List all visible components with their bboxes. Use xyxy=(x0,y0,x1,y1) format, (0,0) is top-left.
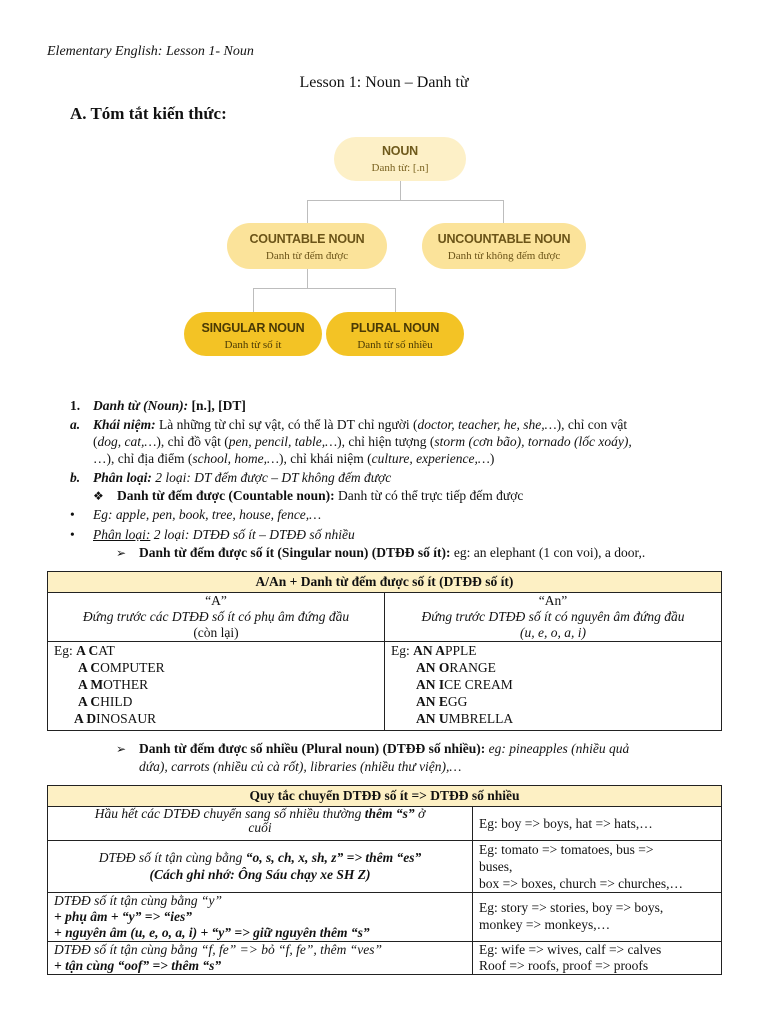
eg-line: • Eg: apple, pen, book, tree, house, fence,… xyxy=(70,507,322,522)
a-rule-cell: “A” Đứng trước các DTĐĐ số ít có phụ âm đứng đầu (còn lại) xyxy=(48,593,385,642)
phan-loai-line: • Phân loại: 2 loại: DTĐĐ số ít – DTĐĐ số nhiều xyxy=(70,527,355,542)
table-row: DTĐĐ số ít tận cùng bằng “y” + phụ âm + “y” => “ies” + nguyên âm (u, e, o, a, i) + “y” => giữ nguyên thêm “s” Eg: story => stories, boy => boys, monkey => monkeys,… xyxy=(48,893,722,942)
arrow-icon: ➢ xyxy=(116,742,127,756)
section-a-heading: A. Tóm tắt kiến thức: xyxy=(70,104,227,123)
table-row: Hầu hết các DTĐĐ chuyển sang số nhiều thường thêm “s” ở cuối Eg: boy => boys, hat => hats,… xyxy=(48,807,722,841)
item-b-classification: b. Phân loại: 2 loại: DT đếm được – DT không đếm được xyxy=(70,470,392,485)
a-examples-cell: Eg: A CAT A COMPUTER A MOTHER A CHILD A DINOSAUR xyxy=(48,642,385,731)
noun-node: NOUN Danh từ: [.n] xyxy=(334,137,466,181)
page-title: Lesson 1: Noun – Danh từ xyxy=(299,74,469,91)
an-examples-cell: Eg: AN APPLE AN ORANGE AN ICE CREAM AN EGG AN UMBRELLA xyxy=(385,642,722,731)
bullet-icon: • xyxy=(70,507,75,522)
diamond-icon: ❖ xyxy=(93,489,104,503)
plural-rules-table xyxy=(47,785,722,975)
table-row: DTĐĐ số ít tận cùng bằng “o, s, ch, x, sh, z” => thêm “es” (Cách ghi nhớ: Ông Sáu chạy xe SH Z) Eg: tomato => tomatoes, bus => buses, box => boxes, church => churches,… xyxy=(48,841,722,893)
plural-rules-header: Quy tắc chuyển DTĐĐ số ít => DTĐĐ số nhiều xyxy=(48,786,722,807)
table-row: DTĐĐ số ít tận cùng bằng “f, fe” => bỏ “f, fe”, thêm “ves” + tận cùng “oof” => thêm “s” Eg: wife => wives, calf => calves Roof => roofs, proof => proofs xyxy=(48,942,722,975)
an-rule-cell: “An” Đứng trước DTĐĐ số ít có nguyên âm đứng đầu (u, e, o, a, i) xyxy=(385,593,722,642)
a-an-table-header: A/An + Danh từ đếm được số ít (DTĐĐ số ít) xyxy=(48,572,722,593)
item-1: 1. Danh từ (Noun): [n.], [DT] xyxy=(70,398,246,413)
a-an-table xyxy=(47,571,722,731)
arrow-icon: ➢ xyxy=(116,546,127,560)
page-header: Elementary English: Lesson 1- Noun xyxy=(47,44,254,59)
plural-noun-node: PLURAL NOUN Danh từ số nhiều xyxy=(326,312,464,356)
countable-noun-line: ❖ Danh từ đếm được (Countable noun): Danh từ có thể trực tiếp đếm được xyxy=(93,488,524,503)
noun-diagram xyxy=(0,0,768,380)
singular-noun-node: SINGULAR NOUN Danh từ số ít xyxy=(184,312,322,356)
plural-noun-line: ➢ Danh từ đếm được số nhiều (Plural noun) (DTĐĐ số nhiều): eg: pineapples (nhiều quả dứa), carrots (nhiều củ cà rốt), libraries (nhiều thư viện),… xyxy=(116,741,630,774)
singular-noun-line: ➢ Danh từ đếm được số ít (Singular noun) (DTĐĐ số ít): eg: an elephant (1 con voi), a door,. xyxy=(116,545,646,560)
item-a-concept: a. Khái niệm: Là những từ chỉ sự vật, có thể là DT chỉ người (doctor, teacher, he, she,…), chỉ con vật (dog, cat,…), chỉ đồ vật (pen, pencil, table,…), chỉ hiện tượng (storm (cơn bão), tornado (lốc xoáy), …), chỉ địa điểm (school, home,…), chỉ khái niệm (culture, experience,…) xyxy=(70,417,632,466)
bullet-icon: • xyxy=(70,527,75,542)
countable-noun-node: COUNTABLE NOUN Danh từ đếm được xyxy=(227,223,387,269)
uncountable-noun-node: UNCOUNTABLE NOUN Danh từ không đếm được xyxy=(422,223,586,269)
